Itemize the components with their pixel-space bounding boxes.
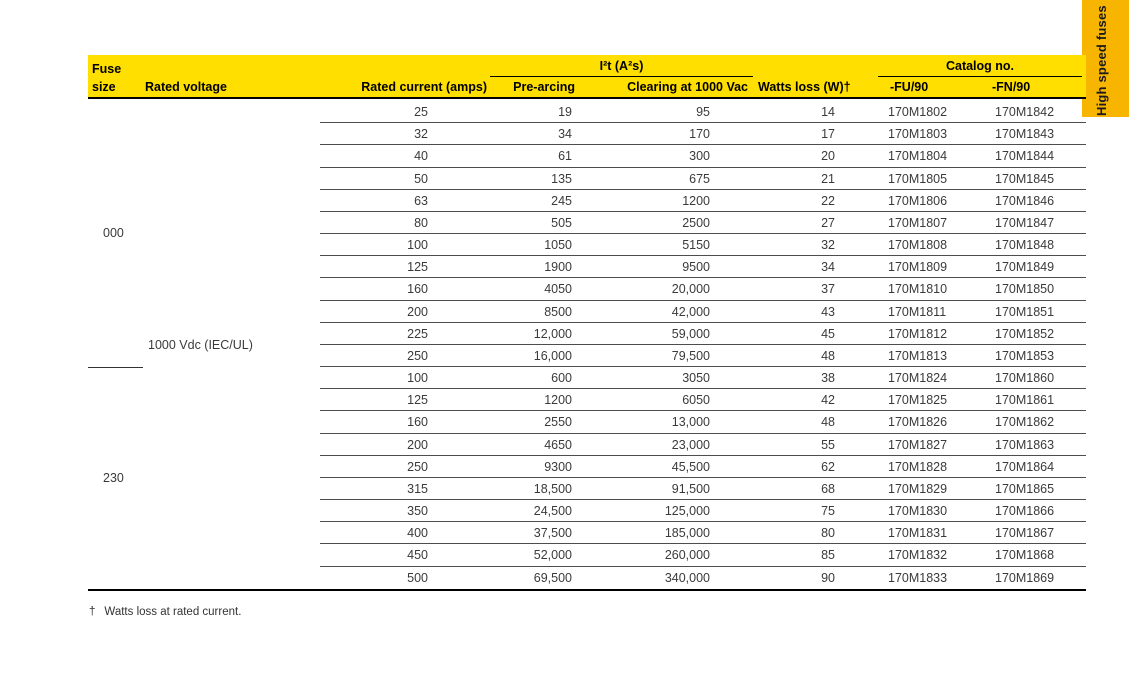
table-row bbox=[88, 389, 1086, 411]
rated-current-cell: 100 bbox=[407, 371, 428, 386]
rated-current-cell: 125 bbox=[407, 393, 428, 408]
catalog-fu-cell: 170M1802 bbox=[888, 105, 948, 119]
watts-loss-cell: 45 bbox=[821, 326, 835, 341]
clearing-cell: 675 bbox=[689, 171, 710, 186]
catalog-fn-cell: 170M1846 bbox=[995, 193, 1055, 208]
rated-current-cell: 400 bbox=[407, 526, 428, 541]
catalog-fu-cell: 170M1813 bbox=[888, 348, 948, 363]
table-header bbox=[88, 55, 1086, 99]
header-fuse-size bbox=[92, 60, 121, 96]
catalog-fu-cell: 170M1824 bbox=[888, 371, 948, 386]
rated-current-cell: 63 bbox=[414, 193, 428, 208]
header-rated-voltage: Rated voltage bbox=[145, 80, 227, 94]
pre-arcing-cell: 12,000 bbox=[533, 326, 572, 341]
pre-arcing-cell: 24,500 bbox=[533, 504, 572, 519]
clearing-cell: 20,000 bbox=[671, 282, 710, 297]
catalog-fn-cell: 170M1850 bbox=[995, 282, 1055, 297]
clearing-cell: 91,500 bbox=[671, 481, 710, 496]
table-row bbox=[88, 256, 1086, 278]
table-row bbox=[88, 278, 1086, 300]
pre-arcing-cell: 600 bbox=[551, 371, 572, 386]
table-row bbox=[88, 411, 1086, 433]
section-tab bbox=[1082, 0, 1129, 117]
watts-loss-cell: 34 bbox=[821, 260, 835, 275]
catalog-fn-cell: 170M1864 bbox=[995, 459, 1055, 474]
catalog-fn-cell: 170M1851 bbox=[995, 304, 1055, 319]
catalog-fu-cell: 170M1832 bbox=[888, 548, 948, 563]
clearing-cell: 13,000 bbox=[671, 415, 710, 430]
fuse-size-value-230: 230 bbox=[103, 471, 124, 485]
rated-current-cell: 350 bbox=[407, 504, 428, 519]
fuse-size-value-000: 000 bbox=[103, 226, 124, 240]
footnote bbox=[89, 606, 241, 618]
catalog-fn-cell: 170M1849 bbox=[995, 260, 1055, 275]
table-row bbox=[88, 456, 1086, 478]
clearing-cell: 340,000 bbox=[664, 570, 710, 585]
catalog-fu-cell: 170M1807 bbox=[888, 215, 948, 230]
clearing-cell: 260,000 bbox=[664, 548, 710, 563]
clearing-cell: 6050 bbox=[682, 393, 710, 408]
watts-loss-cell: 68 bbox=[821, 481, 835, 496]
catalog-fn-cell: 170M1842 bbox=[995, 105, 1055, 119]
watts-loss-cell: 17 bbox=[821, 127, 835, 142]
pre-arcing-cell: 8500 bbox=[544, 304, 572, 319]
clearing-cell: 23,000 bbox=[671, 437, 710, 452]
table-row bbox=[88, 544, 1086, 566]
catalog-fu-cell: 170M1810 bbox=[888, 282, 948, 297]
header-fuse-size-line2: size bbox=[92, 80, 116, 94]
pre-arcing-cell: 18,500 bbox=[533, 481, 572, 496]
watts-loss-cell: 42 bbox=[821, 393, 835, 408]
header-rated-current: Rated current (amps) bbox=[361, 80, 487, 94]
header-clearing: Clearing at 1000 Vac bbox=[627, 80, 748, 94]
rated-voltage-value: 1000 Vdc (IEC/UL) bbox=[148, 338, 253, 352]
catalog-fn-cell: 170M1853 bbox=[995, 348, 1055, 363]
clearing-cell: 42,000 bbox=[671, 304, 710, 319]
rated-current-cell: 225 bbox=[407, 326, 428, 341]
catalog-fu-cell: 170M1804 bbox=[888, 149, 948, 164]
pre-arcing-cell: 1900 bbox=[544, 260, 572, 275]
rated-current-cell: 80 bbox=[414, 215, 428, 230]
clearing-cell: 170 bbox=[689, 127, 710, 142]
catalog-fu-cell: 170M1827 bbox=[888, 437, 948, 452]
catalog-fn-cell: 170M1845 bbox=[995, 171, 1055, 186]
table-row bbox=[88, 567, 1086, 589]
header-fuse-size-line1: Fuse bbox=[92, 62, 122, 76]
header-group-i2t: I²t (A²s) bbox=[490, 57, 753, 77]
rated-current-cell: 25 bbox=[414, 105, 428, 119]
catalog-fu-cell: 170M1826 bbox=[888, 415, 948, 430]
catalog-fn-cell: 170M1865 bbox=[995, 481, 1055, 496]
watts-loss-cell: 20 bbox=[821, 149, 835, 164]
rated-current-cell: 250 bbox=[407, 348, 428, 363]
table-row bbox=[88, 190, 1086, 212]
clearing-cell: 95 bbox=[696, 105, 710, 119]
catalog-fu-cell: 170M1825 bbox=[888, 393, 948, 408]
watts-loss-cell: 48 bbox=[821, 348, 835, 363]
watts-loss-cell: 90 bbox=[821, 570, 835, 585]
rated-current-cell: 315 bbox=[407, 481, 428, 496]
pre-arcing-cell: 135 bbox=[551, 171, 572, 186]
pre-arcing-cell: 2550 bbox=[544, 415, 572, 430]
catalog-fn-cell: 170M1843 bbox=[995, 127, 1055, 142]
catalog-fn-cell: 170M1868 bbox=[995, 548, 1055, 563]
catalog-fu-cell: 170M1803 bbox=[888, 127, 948, 142]
watts-loss-cell: 48 bbox=[821, 415, 835, 430]
catalog-fu-cell: 170M1833 bbox=[888, 570, 948, 585]
pre-arcing-cell: 34 bbox=[558, 127, 572, 142]
watts-loss-cell: 43 bbox=[821, 304, 835, 319]
clearing-cell: 2500 bbox=[682, 215, 710, 230]
table-row bbox=[88, 145, 1086, 167]
table-row bbox=[88, 500, 1086, 522]
rated-current-cell: 200 bbox=[407, 304, 428, 319]
clearing-cell: 45,500 bbox=[671, 459, 710, 474]
catalog-fu-cell: 170M1811 bbox=[888, 304, 947, 319]
watts-loss-cell: 55 bbox=[821, 437, 835, 452]
catalog-fn-cell: 170M1844 bbox=[995, 149, 1055, 164]
header-watts-loss: Watts loss (W)† bbox=[758, 80, 851, 94]
rated-current-cell: 250 bbox=[407, 459, 428, 474]
watts-loss-cell: 27 bbox=[821, 215, 835, 230]
table-row bbox=[88, 212, 1086, 234]
pre-arcing-cell: 16,000 bbox=[533, 348, 572, 363]
rated-current-cell: 200 bbox=[407, 437, 428, 452]
catalog-fu-cell: 170M1806 bbox=[888, 193, 948, 208]
watts-loss-cell: 85 bbox=[821, 548, 835, 563]
catalog-fu-cell: 170M1830 bbox=[888, 504, 948, 519]
header-pre-arcing: Pre-arcing bbox=[513, 80, 575, 94]
watts-loss-cell: 14 bbox=[821, 105, 835, 119]
header-group-catalog: Catalog no. bbox=[878, 57, 1082, 77]
pre-arcing-cell: 61 bbox=[558, 149, 572, 164]
pre-arcing-cell: 52,000 bbox=[533, 548, 572, 563]
table-row bbox=[88, 522, 1086, 544]
catalog-fu-cell: 170M1808 bbox=[888, 238, 948, 253]
catalog-fn-cell: 170M1863 bbox=[995, 437, 1055, 452]
table-row bbox=[88, 234, 1086, 256]
clearing-cell: 3050 bbox=[682, 371, 710, 386]
clearing-cell: 59,000 bbox=[671, 326, 710, 341]
catalog-fu-cell: 170M1831 bbox=[888, 526, 948, 541]
clearing-cell: 79,500 bbox=[671, 348, 710, 363]
table-row bbox=[88, 367, 1086, 389]
clearing-cell: 185,000 bbox=[664, 526, 710, 541]
catalog-fn-cell: 170M1869 bbox=[995, 570, 1055, 585]
watts-loss-cell: 37 bbox=[821, 282, 835, 297]
clearing-cell: 9500 bbox=[682, 260, 710, 275]
watts-loss-cell: 21 bbox=[821, 171, 835, 186]
rated-current-cell: 160 bbox=[407, 415, 428, 430]
rated-current-cell: 50 bbox=[414, 171, 428, 186]
clearing-cell: 5150 bbox=[682, 238, 710, 253]
pre-arcing-cell: 1050 bbox=[544, 238, 572, 253]
header-catalog-fn: -FN/90 bbox=[992, 80, 1031, 94]
catalog-fn-cell: 170M1852 bbox=[995, 326, 1055, 341]
catalog-fn-cell: 170M1860 bbox=[995, 371, 1055, 386]
fuse-size-section-divider bbox=[88, 367, 143, 368]
rated-current-cell: 450 bbox=[407, 548, 428, 563]
pre-arcing-cell: 4650 bbox=[544, 437, 572, 452]
table-row bbox=[88, 101, 1086, 123]
clearing-cell: 300 bbox=[689, 149, 710, 164]
rated-current-cell: 32 bbox=[414, 127, 428, 142]
pre-arcing-cell: 9300 bbox=[544, 459, 572, 474]
footnote-text: Watts loss at rated current. bbox=[104, 606, 242, 618]
footnote-dagger: † bbox=[89, 606, 96, 618]
catalog-fu-cell: 170M1829 bbox=[888, 481, 948, 496]
watts-loss-cell: 80 bbox=[821, 526, 835, 541]
catalog-fu-cell: 170M1805 bbox=[888, 171, 948, 186]
table-row bbox=[88, 123, 1086, 145]
catalog-fn-cell: 170M1866 bbox=[995, 504, 1055, 519]
table-row bbox=[88, 301, 1086, 323]
catalog-fn-cell: 170M1848 bbox=[995, 238, 1055, 253]
table-row bbox=[88, 434, 1086, 456]
rated-current-cell: 160 bbox=[407, 282, 428, 297]
section-tab-label: High speed fuses bbox=[1094, 5, 1109, 116]
catalog-fn-cell: 170M1862 bbox=[995, 415, 1055, 430]
watts-loss-cell: 22 bbox=[821, 193, 835, 208]
watts-loss-cell: 75 bbox=[821, 504, 835, 519]
pre-arcing-cell: 19 bbox=[558, 105, 572, 119]
pre-arcing-cell: 1200 bbox=[544, 393, 572, 408]
table-row bbox=[88, 478, 1086, 500]
rated-current-cell: 500 bbox=[407, 570, 428, 585]
watts-loss-cell: 38 bbox=[821, 371, 835, 386]
catalog-fu-cell: 170M1812 bbox=[888, 326, 948, 341]
clearing-cell: 1200 bbox=[682, 193, 710, 208]
watts-loss-cell: 32 bbox=[821, 238, 835, 253]
pre-arcing-cell: 4050 bbox=[544, 282, 572, 297]
pre-arcing-cell: 69,500 bbox=[533, 570, 572, 585]
catalog-fn-cell: 170M1867 bbox=[995, 526, 1055, 541]
rated-current-cell: 125 bbox=[407, 260, 428, 275]
rated-current-cell: 100 bbox=[407, 238, 428, 253]
catalog-fu-cell: 170M1809 bbox=[888, 260, 948, 275]
watts-loss-cell: 62 bbox=[821, 459, 835, 474]
pre-arcing-cell: 505 bbox=[551, 215, 572, 230]
table-body bbox=[88, 101, 1086, 591]
pre-arcing-cell: 245 bbox=[551, 193, 572, 208]
catalog-fn-cell: 170M1861 bbox=[995, 393, 1055, 408]
clearing-cell: 125,000 bbox=[664, 504, 710, 519]
catalog-fn-cell: 170M1847 bbox=[995, 215, 1055, 230]
table-row bbox=[88, 168, 1086, 190]
header-catalog-fu: -FU/90 bbox=[890, 80, 929, 94]
pre-arcing-cell: 37,500 bbox=[533, 526, 572, 541]
rated-current-cell: 40 bbox=[414, 149, 428, 164]
catalog-fu-cell: 170M1828 bbox=[888, 459, 948, 474]
